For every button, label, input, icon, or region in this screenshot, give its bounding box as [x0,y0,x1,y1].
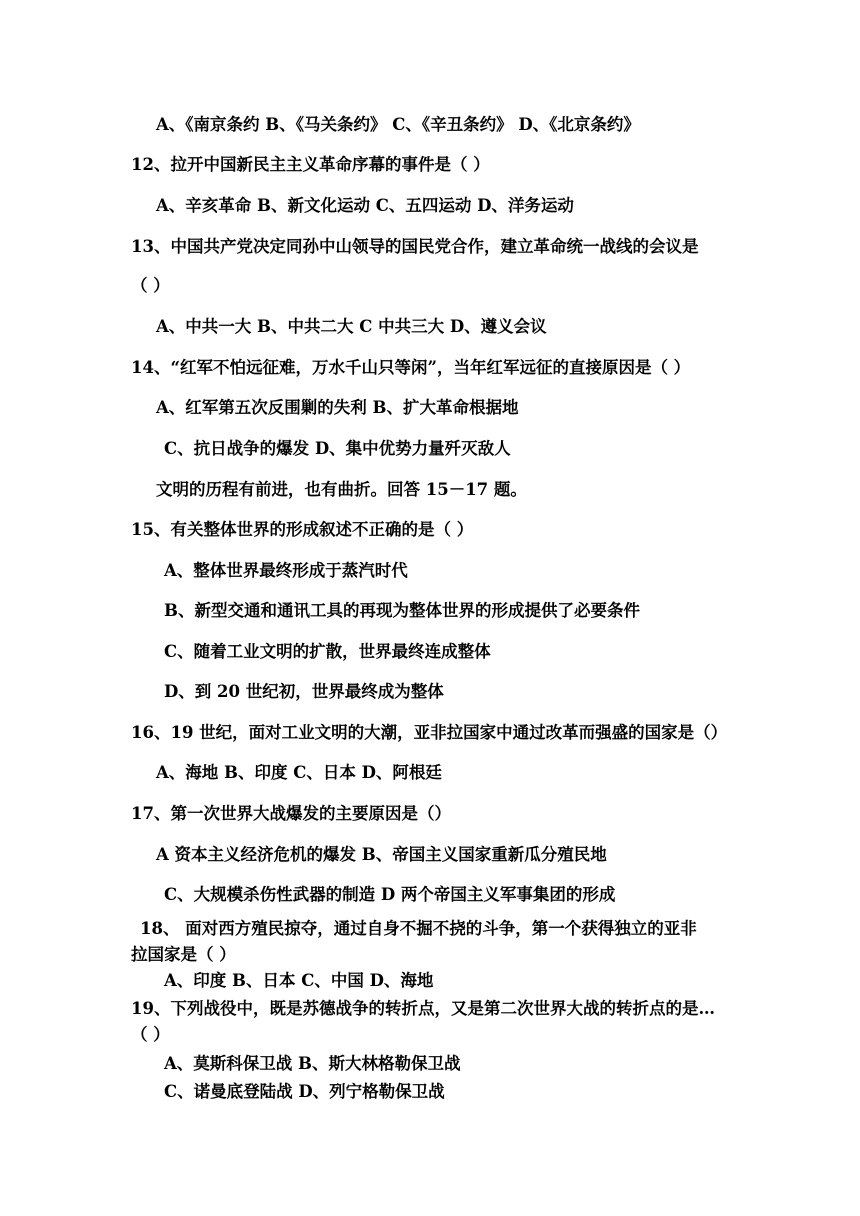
q17-options-ab: A 资本主义经济危机的爆发 B、帝国主义国家重新瓜分殖民地 [156,845,607,864]
q18-stem-cont: 拉国家是（ ） [131,945,236,964]
q14-options-cd: C、抗日战争的爆发 D、集中优势力量歼灭敌人 [164,439,511,458]
q15-option-b: B、新型交通和通讯工具的再现为整体世界的形成提供了必要条件 [164,601,640,620]
q15-option-a: A、整体世界最终形成于蒸汽时代 [164,561,408,580]
q17-stem: 17、第一次世界大战爆发的主要原因是（） [131,804,451,823]
q13-stem-bracket: （ ） [131,276,170,295]
q12-options: A、辛亥革命 B、新文化运动 C、五四运动 D、洋务运动 [156,196,574,215]
q16-options: A、海地 B、印度 C、日本 D、阿根廷 [156,763,442,782]
q14-stem: 14、“红军不怕远征难，万水千山只等闲”，当年红军远征的直接原因是（ ） [131,358,691,377]
q13-options: A、中共一大 B、中共二大 C 中共三大 D、遵义会议 [156,317,547,336]
q16-stem: 16、19 世纪，面对工业文明的大潮，亚非拉国家中通过改革而强盛的国家是（） [131,723,728,742]
q18-stem: 18、 面对西方殖民掠夺，通过自身不掘不挠的斗争，第一个获得独立的亚非 [140,919,697,938]
q11-options: A、《南京条约 B、《马关条约》 C、《辛丑条约》 D、《北京条约》 [156,115,640,134]
q17-options-cd: C、大规模杀伤性武器的制造 D 两个帝国主义军事集团的形成 [164,885,616,904]
q19-stem: 19、下列战役中，既是苏德战争的转折点，又是第二次世界大战的转折点的是… [131,999,715,1018]
q15-option-c: C、随着工业文明的扩散，世界最终连成整体 [164,642,491,661]
q14-options-ab: A、红军第五次反围剿的失利 B、扩大革命根据地 [156,398,519,417]
q15-option-d: D、到 20 世纪初，世界最终成为整体 [164,682,444,701]
q12-stem: 12、拉开中国新民主主义革命序幕的事件是（ ） [131,155,490,174]
q13-stem: 13、中国共产党决定同孙中山领导的国民党合作，建立革命统一战线的会议是 [131,237,699,256]
q19-stem-bracket: （ ） [131,1025,170,1044]
q19-options-ab: A、莫斯科保卫战 B、斯大林格勒保卫战 [164,1054,461,1073]
section-intro: 文明的历程有前进，也有曲折。回答 15－17 题。 [156,480,527,499]
q19-options-cd: C、诺曼底登陆战 D、列宁格勒保卫战 [164,1082,445,1101]
q18-options: A、印度 B、日本 C、中国 D、海地 [164,971,434,990]
q15-stem: 15、有关整体世界的形成叙述不正确的是（ ） [131,520,474,539]
